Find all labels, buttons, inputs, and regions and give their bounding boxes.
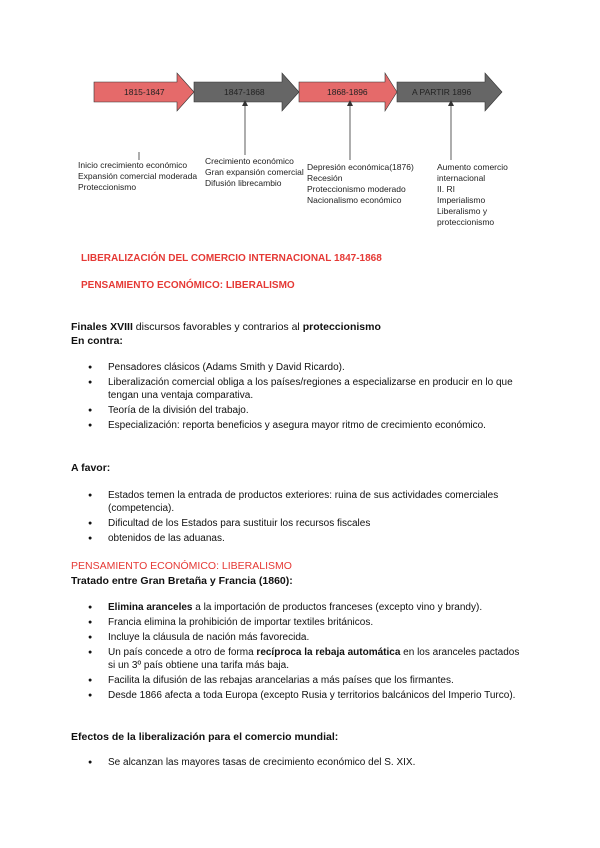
intro-paragraph: Finales XVIII discursos favorables y contrarios al proteccionismo: [71, 321, 381, 333]
favor-title: A favor:: [71, 462, 111, 474]
list-item: ● Elimina aranceles a la importación de productos franceses (excepto vino y brandy).: [88, 601, 528, 614]
contra-list: [88, 361, 528, 434]
timeline-diagram: [0, 0, 600, 240]
period-label-3: 1868-1896: [327, 87, 368, 97]
period-label-1: 1815-1847: [124, 87, 165, 97]
list-item: ● Incluye la cláusula de nación más favorecida.: [88, 631, 528, 644]
period-label-4: A PARTIR 1896: [412, 87, 472, 97]
contra-title: En contra:: [71, 335, 123, 347]
section2-subtitle: Tratado entre Gran Bretaña y Francia (1860):: [71, 575, 293, 587]
tratado-list: [88, 601, 528, 704]
list-item: ● Francia elimina la prohibición de importar textiles británicos.: [88, 616, 528, 629]
timeline-note-1: Inicio crecimiento económico Expansión comercial moderada Proteccionismo: [78, 160, 198, 192]
effects-title: Efectos de la liberalización para el comercio mundial:: [71, 731, 339, 743]
list-item: ● Facilita la difusión de las rebajas arancelarias a más países que los firmantes.: [88, 674, 528, 687]
list-item: ● Desde 1866 afecta a toda Europa (excepto Rusia y territorios balcánicos del Imperio Turco).: [88, 689, 528, 702]
period-label-2: 1847-1868: [224, 87, 265, 97]
effects-list: [88, 756, 528, 771]
list-item: ● Liberalización comercial obliga a los países/regiones a especializarse en producir en lo que tengan una ventaja comparativa.: [88, 376, 528, 402]
list-item: ● obtenidos de las aduanas.: [88, 532, 528, 545]
list-item: ● Especialización: reporta beneficios y asegura mayor ritmo de crecimiento económico.: [88, 419, 528, 432]
section2-heading: PENSAMIENTO ECONÓMICO: LIBERALISMO: [71, 560, 292, 572]
favor-list: [88, 489, 528, 547]
list-item: ● Pensadores clásicos (Adams Smith y David Ricardo).: [88, 361, 528, 374]
timeline-note-4: Aumento comercio internacional II. RI Imperialismo Liberalismo y proteccionismo: [437, 162, 508, 227]
timeline-note-3: Depresión económica(1876) Recesión Proteccionismo moderado Nacionalismo económico: [307, 162, 414, 205]
section-heading-pensamiento: PENSAMIENTO ECONÓMICO: LIBERALISMO: [81, 280, 295, 291]
list-item: ● Teoría de la división del trabajo.: [88, 404, 528, 417]
list-item: ● Dificultad de los Estados para sustituir los recursos fiscales: [88, 517, 528, 530]
list-item: ● Un país concede a otro de forma recíproca la rebaja automática en los aranceles pactados si un 3º país obtiene una tarifa más baja.: [88, 646, 528, 672]
timeline-note-2: Crecimiento económico Gran expansión comercial Difusión librecambio: [205, 156, 304, 188]
section-heading-liberalizacion: LIBERALIZACIÓN DEL COMERCIO INTERNACIONAL 1847-1868: [81, 253, 382, 264]
list-item: ● Estados temen la entrada de productos exteriores: ruina de sus actividades comerciales (competencia).: [88, 489, 528, 515]
list-item: ● Se alcanzan las mayores tasas de crecimiento económico del S. XIX.: [88, 756, 528, 769]
